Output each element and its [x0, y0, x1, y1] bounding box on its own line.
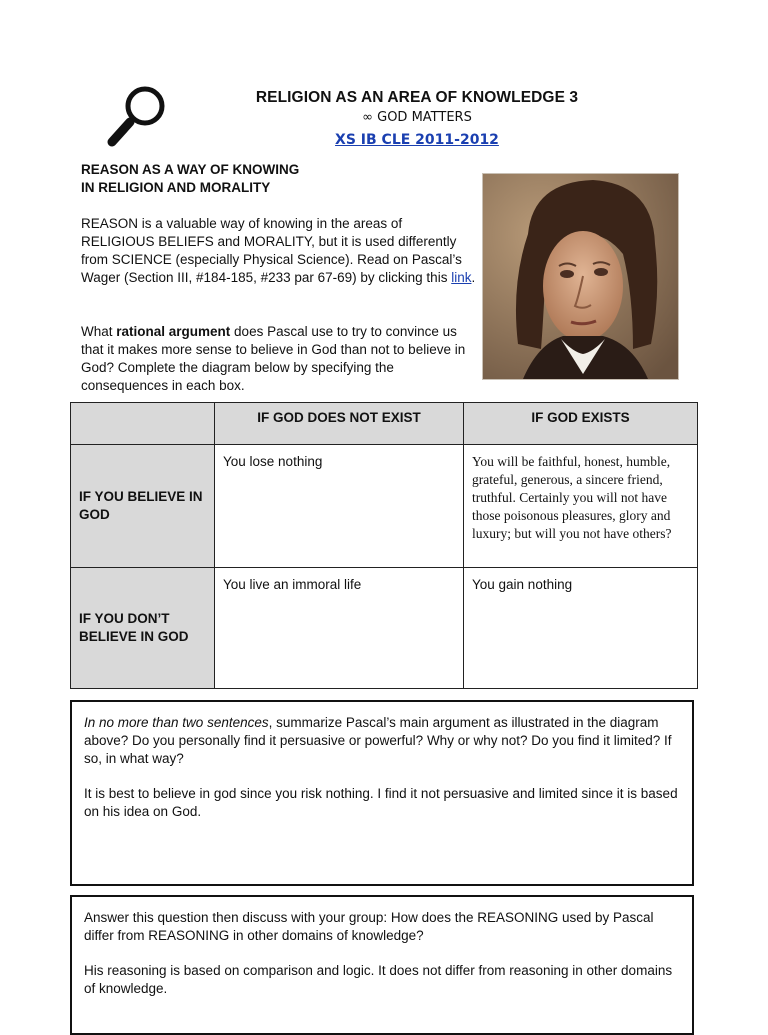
- reasoning-question-box[interactable]: [70, 895, 694, 1035]
- reasoning-question-prompt: Answer this question then discuss with your group: How does the REASONING used by Pascal differ from REASONING in other domains of knowledge?: [84, 910, 654, 943]
- section-heading: [81, 161, 481, 197]
- summary-question-rest: , summarize Pascal’s main argument as illustrated in the diagram above? Do you personally find it persuasive or powerful? Why or why not? Do you find it limited? If so, in what way?: [84, 715, 672, 766]
- intro-paragraph-text: REASON is a valuable way of knowing in the areas of RELIGIOUS BELIEFS and MORALITY, but it is used differently from SCIENCE (especially Physical Science). Read on Pascal’s Wager (Section III, #184-185, #233 par 67-69) by clicking this: [81, 216, 462, 285]
- summary-question-italic: In no more than two sentences: [84, 715, 269, 730]
- page-title: RELIGION AS AN AREA OF KNOWLEDGE 3: [255, 89, 579, 106]
- cell-believe-not-exist[interactable]: You lose nothing: [215, 445, 464, 568]
- reasoning-answer[interactable]: His reasoning is based on comparison and logic. It does not differ from reasoning in other domains of knowledge.: [84, 963, 673, 996]
- pascal-wager-link[interactable]: link: [451, 270, 472, 285]
- row-header-dont-believe: IF YOU DON’T BELIEVE IN GOD: [71, 568, 215, 689]
- table-corner-cell: [71, 403, 215, 445]
- rational-argument-emphasis: rational argument: [116, 324, 231, 339]
- pascal-wager-table: [70, 402, 698, 689]
- course-label[interactable]: XS IB CLE 2011-2012: [335, 132, 499, 148]
- summary-question-box[interactable]: [70, 700, 694, 886]
- intro-paragraph-end: .: [471, 270, 476, 285]
- question-paragraph: [81, 323, 476, 395]
- section-heading-line2: IN RELIGION AND MORALITY: [81, 180, 271, 195]
- summary-answer[interactable]: It is best to believe in god since you risk nothing. I find it not persuasive and limited since it is based on his idea on God.: [84, 786, 678, 819]
- summary-question-prompt: [84, 714, 680, 768]
- cell-dont-believe-not-exist[interactable]: You live an immoral life: [215, 568, 464, 689]
- question-paragraph-post: does Pascal use to try to convince us that it makes more sense to believe in God than not to believe in God? Complete the diagram below by specifying the consequences in each box.: [81, 324, 466, 393]
- column-header-god-exists: IF GOD EXISTS: [464, 403, 698, 445]
- cell-believe-exists[interactable]: You will be faithful, honest, humble, grateful, generous, a sincere friend, truthful. Certainly you will not have those poisonous pleasures, glory and luxury; but will you not have others?: [464, 445, 698, 568]
- section-heading-line1: REASON AS A WAY OF KNOWING: [81, 162, 300, 177]
- cell-dont-believe-exists[interactable]: You gain nothing: [464, 568, 698, 689]
- question-paragraph-pre: What: [81, 324, 117, 339]
- row-header-believe: IF YOU BELIEVE IN GOD: [71, 445, 215, 568]
- pascal-portrait: [482, 173, 679, 380]
- intro-paragraph: [81, 215, 476, 287]
- page-subtitle: ∞ GOD MATTERS: [362, 110, 472, 125]
- column-header-god-not-exist: IF GOD DOES NOT EXIST: [215, 403, 464, 445]
